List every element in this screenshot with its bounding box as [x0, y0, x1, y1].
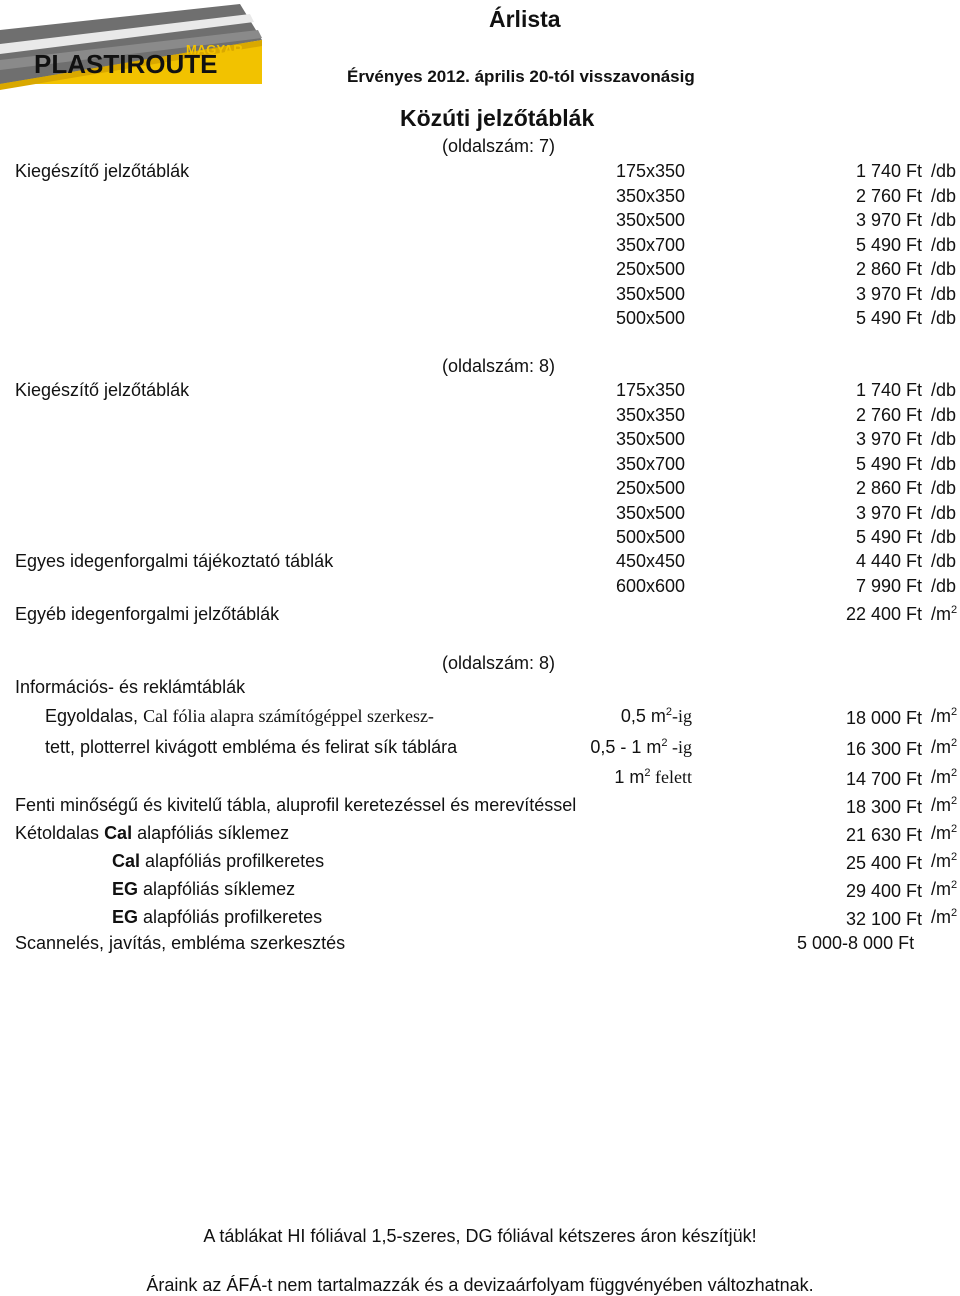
size: 500x500	[616, 308, 686, 328]
unit-sup: 2	[951, 706, 958, 718]
label-material: Cal	[112, 851, 141, 871]
price-row	[0, 454, 960, 478]
unit: /db	[931, 283, 957, 304]
unit-sup: 2	[951, 851, 958, 863]
quantity-value: 0,5 - 1 m	[590, 737, 662, 757]
price-row	[0, 576, 960, 600]
price: 3 970 Ft	[855, 429, 922, 449]
quantity-value: 1 m	[614, 767, 645, 787]
label-material: EG	[112, 907, 139, 927]
quantity	[590, 737, 692, 758]
price-row	[0, 604, 960, 628]
price: 5 000-8 000 Ft	[797, 933, 915, 953]
size: 350x350	[616, 185, 686, 206]
size: 250x500	[616, 259, 686, 279]
page-ref: (oldalszám: 8)	[442, 356, 556, 376]
unit: /db	[931, 210, 957, 230]
unit-text: /m	[931, 795, 951, 815]
price-row	[0, 284, 960, 308]
price-row	[0, 161, 960, 185]
unit	[931, 706, 957, 727]
label-material: Cal	[104, 823, 133, 843]
price: 1 740 Ft	[855, 161, 922, 181]
unit	[931, 795, 957, 816]
size: 350x500	[616, 210, 686, 230]
unit: /db	[931, 527, 957, 547]
price: 14 700 Ft	[845, 769, 922, 789]
price-row	[0, 235, 960, 259]
unit	[931, 851, 957, 872]
tier-row	[0, 767, 960, 791]
unit-sup: 2	[951, 907, 958, 919]
plastiroute-logo	[0, 0, 270, 92]
row-label	[15, 795, 576, 816]
quantity	[621, 706, 692, 727]
label-text: alapfóliás profilkeretes	[138, 907, 323, 927]
price: 1 740 Ft	[855, 380, 922, 400]
unit	[931, 767, 957, 788]
price: 3 970 Ft	[855, 210, 922, 230]
price-row	[0, 405, 960, 429]
unit-sup: 2	[951, 795, 958, 807]
price-row	[0, 933, 960, 957]
unit-sup: 2	[951, 767, 958, 779]
price: 18 300 Ft	[845, 797, 922, 817]
size: 350x700	[616, 234, 686, 255]
price: 21 630 Ft	[845, 825, 922, 845]
price: 5 490 Ft	[855, 527, 922, 547]
footer-disclaimer: Áraink az ÁFÁ-t nem tartalmazzák és a devizaárfolyam függvényében változhatnak.	[146, 1275, 814, 1295]
page-ref: (oldalszám: 7)	[442, 136, 556, 156]
unit	[931, 737, 957, 758]
price-row	[0, 795, 960, 819]
price-row	[0, 478, 960, 502]
price: 3 970 Ft	[855, 502, 922, 523]
unit-text: /m	[931, 737, 951, 757]
unit: /db	[931, 185, 957, 206]
unit-sup: 2	[951, 737, 958, 749]
price: 18 000 Ft	[845, 708, 922, 728]
price: 2 860 Ft	[855, 478, 922, 498]
price-row	[0, 879, 960, 903]
price-row	[0, 823, 960, 847]
price: 32 100 Ft	[845, 909, 922, 929]
price: 5 490 Ft	[855, 234, 922, 255]
price-row	[0, 429, 960, 453]
quantity-sup: 2	[644, 767, 651, 779]
unit: /db	[931, 161, 957, 181]
price-row	[0, 527, 960, 551]
unit: /db	[931, 404, 957, 425]
label-text: alapfóliás síklemez	[132, 823, 290, 843]
label-prefix: Kétoldalas	[15, 823, 105, 843]
quantity-suffix: felett	[650, 767, 692, 787]
price-row	[0, 907, 960, 931]
unit: /db	[931, 575, 957, 596]
unit-text: /m	[931, 879, 951, 899]
price-row	[0, 259, 960, 283]
page-ref: (oldalszám: 8)	[442, 653, 556, 673]
info-description-line1: Egyoldalas, Cal fólia alapra számítógéppel szerkesz-	[45, 706, 434, 726]
price: 2 760 Ft	[855, 404, 922, 425]
price: 3 970 Ft	[855, 283, 922, 304]
price-row	[0, 503, 960, 527]
info-description-line2: tett, plotterrel kivágott embléma és felirat sík táblára	[45, 737, 458, 757]
unit-sup: 2	[951, 823, 958, 835]
price: 29 400 Ft	[845, 881, 922, 901]
unit-text: /m	[931, 823, 951, 843]
unit	[931, 879, 957, 900]
price-row	[0, 186, 960, 210]
row-label	[15, 823, 289, 844]
row-label: Scannelés, javítás, embléma szerkesztés	[15, 933, 346, 953]
price: 25 400 Ft	[845, 853, 922, 873]
section-title: Közúti jelzőtáblák	[400, 105, 595, 131]
size: 350x500	[616, 429, 686, 449]
unit: /db	[931, 234, 957, 255]
group-label: Egyéb idegenforgalmi jelzőtáblák	[15, 604, 280, 624]
size: 350x500	[616, 283, 686, 304]
price-row	[0, 851, 960, 875]
info-heading: Információs- és reklámtáblák	[15, 677, 246, 697]
label-text: alapfóliás profilkeretes	[140, 851, 325, 871]
price: 4 440 Ft	[855, 551, 922, 571]
unit: /db	[931, 429, 957, 449]
unit: /db	[931, 308, 957, 328]
size: 250x500	[616, 478, 686, 498]
unit: /db	[931, 453, 957, 474]
price: 2 760 Ft	[855, 185, 922, 206]
tier-row	[0, 737, 960, 761]
size: 175x350	[616, 380, 686, 400]
unit: /db	[931, 502, 957, 523]
logo-word-magyar: MAGYAR	[186, 42, 243, 57]
tier-row	[0, 706, 960, 730]
unit: /db	[931, 478, 957, 498]
size: 350x500	[616, 502, 686, 523]
price: 7 990 Ft	[855, 575, 922, 596]
price: 5 490 Ft	[855, 308, 922, 328]
unit: /db	[931, 380, 957, 400]
quantity-value: 0,5 m	[620, 706, 666, 726]
size: 350x700	[616, 453, 686, 474]
price: 16 300 Ft	[845, 739, 922, 759]
group-label: Kiegészítő jelzőtáblák	[15, 380, 190, 400]
unit: $/m^2$	[931, 604, 958, 624]
unit: /db	[931, 551, 957, 571]
unit-sup: 2	[951, 879, 958, 891]
footer-note: A táblákat HI fóliával 1,5-szeres, DG fóliával kétszeres áron készítjük!	[203, 1226, 757, 1246]
validity-note: Érvényes 2012. április 20-tól visszavonásig	[347, 67, 695, 86]
group-label: Kiegészítő jelzőtáblák	[15, 161, 190, 181]
label-text: alapfóliás síklemez	[138, 879, 296, 899]
size: 600x600	[616, 575, 686, 596]
group-label: Egyes idegenforgalmi tájékoztató táblák	[15, 551, 334, 571]
unit-text: /m	[931, 907, 951, 927]
unit-text: /m	[931, 706, 951, 726]
quantity-sup: 2	[661, 737, 668, 749]
price-row	[0, 308, 960, 332]
unit: /db	[931, 259, 957, 279]
logo-word-plastiroute: PLASTIROUTE	[34, 49, 218, 79]
price: 2 860 Ft	[855, 259, 922, 279]
quantity-suffix: -ig	[667, 737, 692, 757]
row-label	[112, 907, 322, 928]
row-label	[112, 879, 295, 900]
unit	[931, 907, 957, 928]
price-row	[0, 210, 960, 234]
unit-text: /m	[931, 851, 951, 871]
size: 350x350	[616, 404, 686, 425]
price-row	[0, 551, 960, 575]
quantity-suffix: -ig	[672, 706, 692, 726]
row-label	[112, 851, 324, 872]
unit-text: /m	[931, 767, 951, 787]
price: 22 400 Ft	[845, 604, 922, 624]
price: 5 490 Ft	[855, 453, 922, 474]
price-row	[0, 380, 960, 404]
size: 450x450	[616, 551, 686, 571]
quantity	[614, 767, 692, 788]
quantity-sup: 2	[665, 706, 672, 718]
label-text: Fenti minőségű és kivitelű tábla, aluprofil keretezéssel és merevítéssel	[15, 795, 577, 815]
label-material: EG	[112, 879, 139, 899]
size: 175x350	[616, 161, 686, 181]
unit	[931, 823, 957, 844]
size: 500x500	[616, 527, 686, 547]
page-title: Árlista	[489, 6, 561, 32]
